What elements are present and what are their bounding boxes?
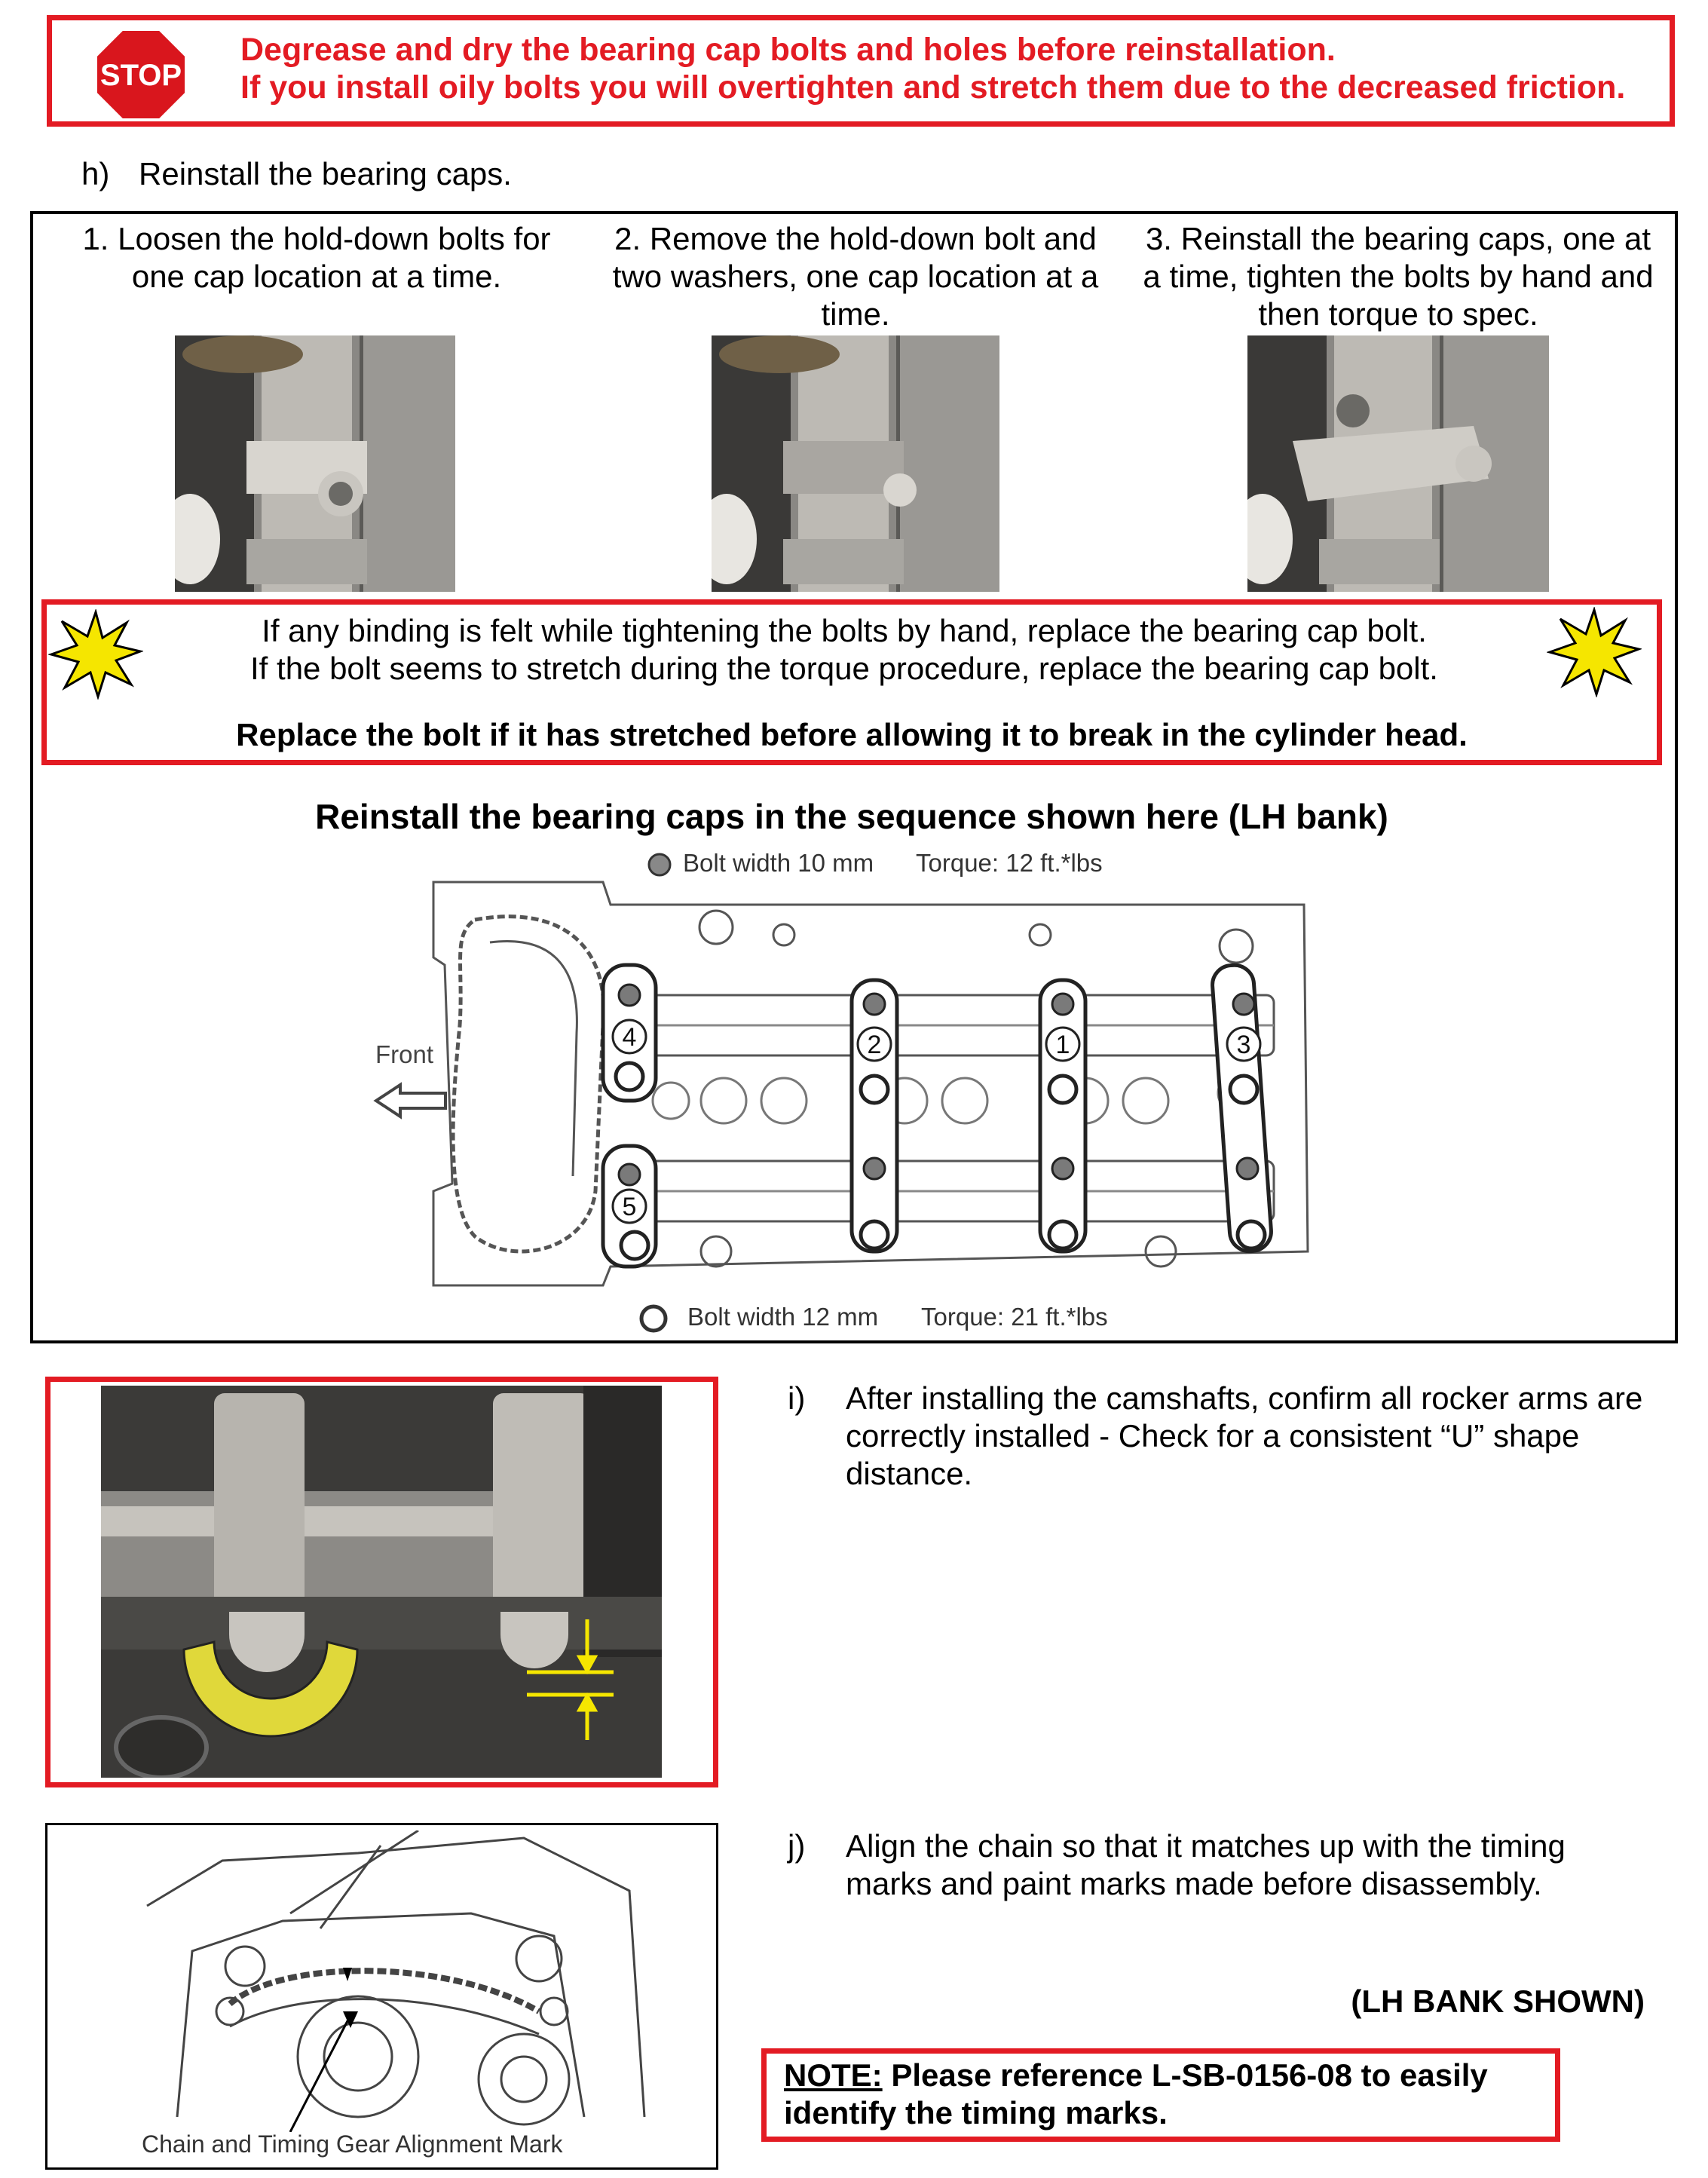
chain-caption: Chain and Timing Gear Alignment Mark [142, 2131, 563, 2158]
step-3-text: 3. Reinstall the bearing caps, one at a time, tighten the bolts by hand and then torque to spec. [1143, 221, 1654, 332]
cap-number-3: 3 [1236, 1031, 1251, 1059]
cap-number-5: 5 [622, 1193, 637, 1221]
bolt-12mm-icon [638, 1303, 669, 1334]
stop-sign-icon [94, 28, 188, 121]
step-h-letter: h) [81, 156, 110, 191]
step-j-text: Align the chain so that it matches up with the timing marks and paint marks made before disassembly. [846, 1828, 1566, 1901]
step-1-photo [175, 335, 455, 592]
stop-line-2: If you install oily bolts you will overtighten and stretch them due to the decreased friction. [240, 69, 1626, 106]
bearing-cap-sequence-diagram [362, 875, 1327, 1297]
stop-banner [47, 15, 1675, 127]
rocker-arm-photo [101, 1386, 662, 1778]
burst-icon-right [1547, 607, 1642, 697]
cap-number-2: 2 [867, 1031, 882, 1059]
step-3-photo [1247, 335, 1549, 592]
legend-bottom-bolt: Bolt width 12 mm [687, 1303, 879, 1331]
step-i-letter: i) [788, 1380, 806, 1416]
note-body: Please reference L-SB-0156-08 to easily identify the timing marks. [784, 2057, 1488, 2131]
legend-top-torque: Torque: 12 ft.*lbs [916, 849, 1103, 877]
bolt-10mm-icon [647, 852, 672, 878]
legend-top-bolt: Bolt width 10 mm [683, 849, 874, 877]
lh-bank-label: (LH BANK SHOWN) [1351, 1983, 1645, 2019]
front-arrow-icon [373, 1082, 448, 1120]
front-label: Front [375, 1040, 434, 1068]
svg-text:STOP: STOP [99, 59, 182, 92]
timing-chain-diagram [132, 1830, 660, 2132]
step-2-text: 2. Remove the hold-down bolt and two washers, one cap location at a time. [612, 221, 1099, 332]
stop-line-1: Degrease and dry the bearing cap bolts and holes before reinstallation. [240, 32, 1336, 68]
cap-number-1: 1 [1055, 1031, 1070, 1059]
step-h-text: Reinstall the bearing caps. [139, 156, 512, 191]
sequence-title: Reinstall the bearing caps in the sequence shown here (LH bank) [315, 797, 1388, 836]
step-i-text: After installing the camshafts, confirm all rocker arms are correctly installed - Check for a consistent “U” shape distance. [846, 1380, 1643, 1491]
warning-line-3: Replace the bolt if it has stretched before allowing it to break in the cylinder head. [236, 717, 1468, 752]
step-2-photo [712, 335, 999, 592]
warning-line-2: If the bolt seems to stretch during the torque procedure, replace the bearing cap bolt. [250, 651, 1438, 686]
legend-bottom-torque: Torque: 21 ft.*lbs [921, 1303, 1108, 1331]
note-text [784, 2057, 1545, 2132]
burst-icon-left [48, 609, 143, 700]
note-label: NOTE: [784, 2057, 883, 2093]
step-1-text: 1. Loosen the hold-down bolts for one cap location at a time. [82, 221, 551, 294]
step-j-letter: j) [788, 1828, 806, 1864]
warning-line-1: If any binding is felt while tightening the bolts by hand, replace the bearing cap bolt. [262, 613, 1427, 648]
cap-number-4: 4 [622, 1023, 637, 1052]
